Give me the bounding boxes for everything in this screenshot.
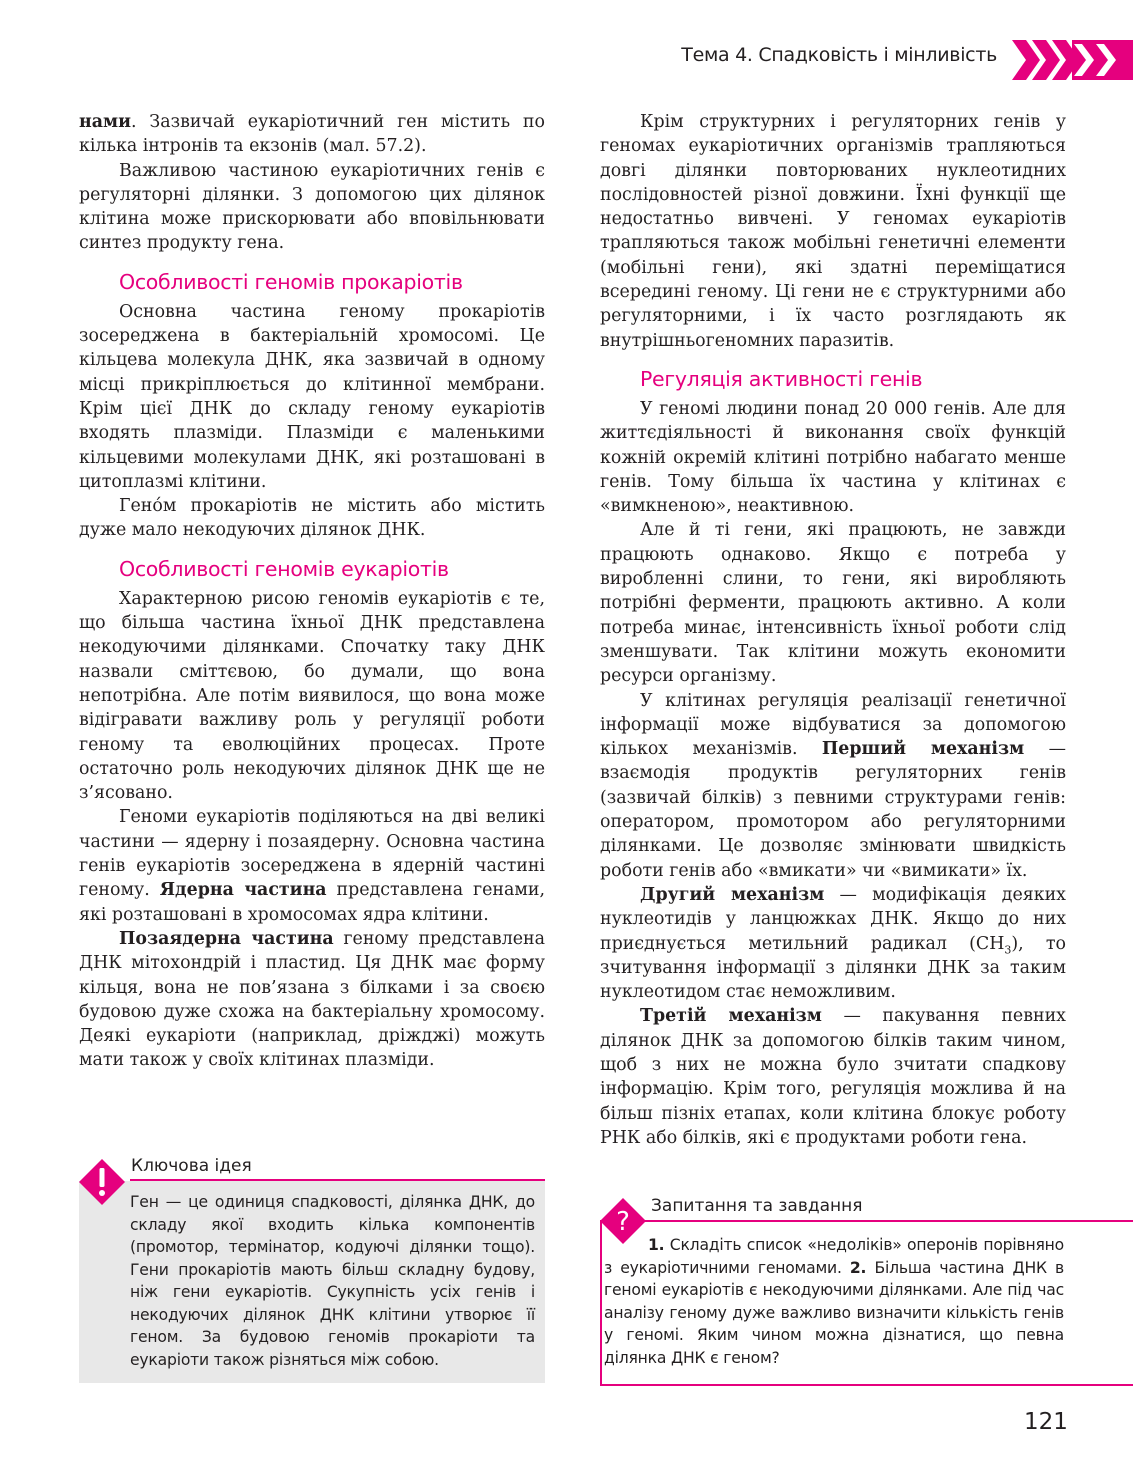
key-idea-text: Ген — це одиниця спадковості, ділянка ДНК, до складу якої входить кілька компонентів (промотор, термінатор, кодуючі ділянки тощо). Гени прокаріотів мають більш складну будову, ніж гени еукаріотів. Сукупність усіх генів і некодуючих ділянок ДНК клітини утворює її геном. За будовою геномів прокаріоти та еукаріоти також різняться між собою. — [130, 1193, 535, 1369]
exclamation-icon — [79, 1159, 125, 1205]
paragraph: Крім структурних і регуляторних генів у геномах еукаріотичних організмів трапляються довгі ділянки повторюваних нуклеотидних послідовностей різної довжини. Їхні функції ще недостатньо вивчені. У геномах еукаріотів трапляються також мобільні генетичні елементи (мобільні гени), які здатні переміщатися всередині геному. Ці гени не є структурними або регуляторними, і їх часто розглядають як внутрішньогеномних паразитів. — [600, 112, 1066, 351]
paragraph: Другий механізм — модифікація деяких нуклеотидів у ланцюжках ДНК. Якщо до них приєднується метильний радикал $(CH_3)$, то зчитування інформації з ділянки ДНК за таким нуклеотидом стає неможливим. — [600, 884, 1066, 1003]
section-heading: Особливості геномів прокаріотів — [119, 269, 463, 294]
paragraph: У клітинах регуляція реалізації генетичної інформації може відбуватися за допомогою кількох механізмів. Перший механізм — взаємодія продуктів регуляторних генів (зазвичай білків) з певними структурами генів: оператором, промотором або регуляторними ділянками. Це дозволяє змінювати швидкість роботи генів або «вмикати» чи «вимикати» їх. — [600, 690, 1066, 881]
paragraph: нами. Зазвичай еукаріотичний ген містить по кілька інтронів та екзонів (мал. 57.2). — [79, 112, 545, 157]
left-column — [79, 110, 545, 1073]
section-heading: Особливості геномів еукаріотів — [119, 556, 449, 581]
questions-box — [600, 1193, 1133, 1386]
paragraph: Гено́м прокаріотів не містить або містить дуже мало некодуючих ділянок ДНК. — [79, 496, 545, 541]
paragraph: Важливою частиною еукаріотичних генів є регуляторні ділянки. З допомогою цих ділянок клітина може прискорювати або вповільнювати синтез продукту гена. — [79, 160, 545, 254]
right-column — [600, 110, 1066, 1150]
paragraph: Третій механізм — пакування певних ділянок ДНК за допомогою білків таким чином, щоб з них не можна було зчитати спадкову інформацію. Крім того, регуляція можлива й на більш пізніх етапах, коли клітина блокує роботу РНК або білків, які є продуктами роботи гена. — [600, 1006, 1066, 1148]
paragraph: Геноми еукаріотів поділяються на дві великі частини — ядерну і позаядерну. Основна частина генів еукаріотів зосереджена в ядерній частині геному. Ядерна частина представлена генами, які розташовані в хромосомах ядра клітини. — [79, 807, 546, 925]
paragraph: Позаядерна частина геному представлена ДНК мітохондрій і пластид. Ця ДНК має форму кільця, вона не пов’язана з білками і за своєю будовою дуже схожа на бактеріальну хромосому. Деякі еукаріоти (наприклад, дріжджі) можуть мати також у своїх клітинах плазміди. — [79, 928, 545, 1071]
questions-text: 1. Складіть список «недоліків» оперонів порівняно з еукаріотичними геномами. 2. Більша частина ДНК в геномі еукаріотів є некодуючими ділянками. Але під час аналізу геному дуже важливо визначити кількість генів у геномі. Яким чином можна дізнатися, що певна ділянка ДНК є геном? — [604, 1236, 1065, 1367]
page-number: 121 — [1024, 1409, 1068, 1435]
header-title: Тема 4. Спадковість і мінливість — [681, 44, 997, 66]
questions-title: Запитання та завдання — [651, 1196, 863, 1216]
key-idea-box — [79, 1151, 545, 1383]
paragraph: У геномі людини понад 20 000 генів. Але для життєдіяльності й виконання своїх функцій кожній окремій клітині потрібно набагато менше генів. Тому більша їх частина у клітинах є «вимкненою», неактивною. — [600, 398, 1066, 517]
key-idea-divider — [130, 1179, 545, 1181]
section-heading: Регуляція активності генів — [640, 366, 923, 391]
paragraph: Але й ті гени, які працюють, не завжди працюють однаково. Якщо є потреба у виробленні слини, то гени, які виробляють потрібні ферменти, працюють активно. А коли потреба минає, інтенсивність їхньої роботи слід зменшувати. Так клітини можуть економити ресурси організму. — [600, 520, 1066, 687]
svg-text:?: ? — [616, 1207, 630, 1237]
key-idea-title: Ключова ідея — [131, 1156, 252, 1176]
paragraph: Основна частина геному прокаріотів зосереджена в бактеріальній хромосомі. Це кільцева молекула ДНК, яка зазвичай в одному місці прикріплюється до клітинної мембрани. Крім цієї ДНК до складу геному еукаріотів входять плазміди. Плазміди є маленькими кільцевими молекулами ДНК, які розташовані в цитоплазмі клітини. — [79, 301, 545, 492]
chevrons-icon — [1012, 40, 1133, 80]
paragraph: Характерною рисою геномів еукаріотів є те, що більша частина їхньої ДНК представлена некодуючими ділянками. Спочатку таку ДНК назвали сміттєвою, бо думали, що вона непотрібна. Але потім виявилося, що вона може відігравати важливу роль у регуляції роботи геному та еволюційних процесах. Проте остаточно роль некодуючих ділянок ДНК ще не з’ясовано. — [79, 588, 545, 804]
